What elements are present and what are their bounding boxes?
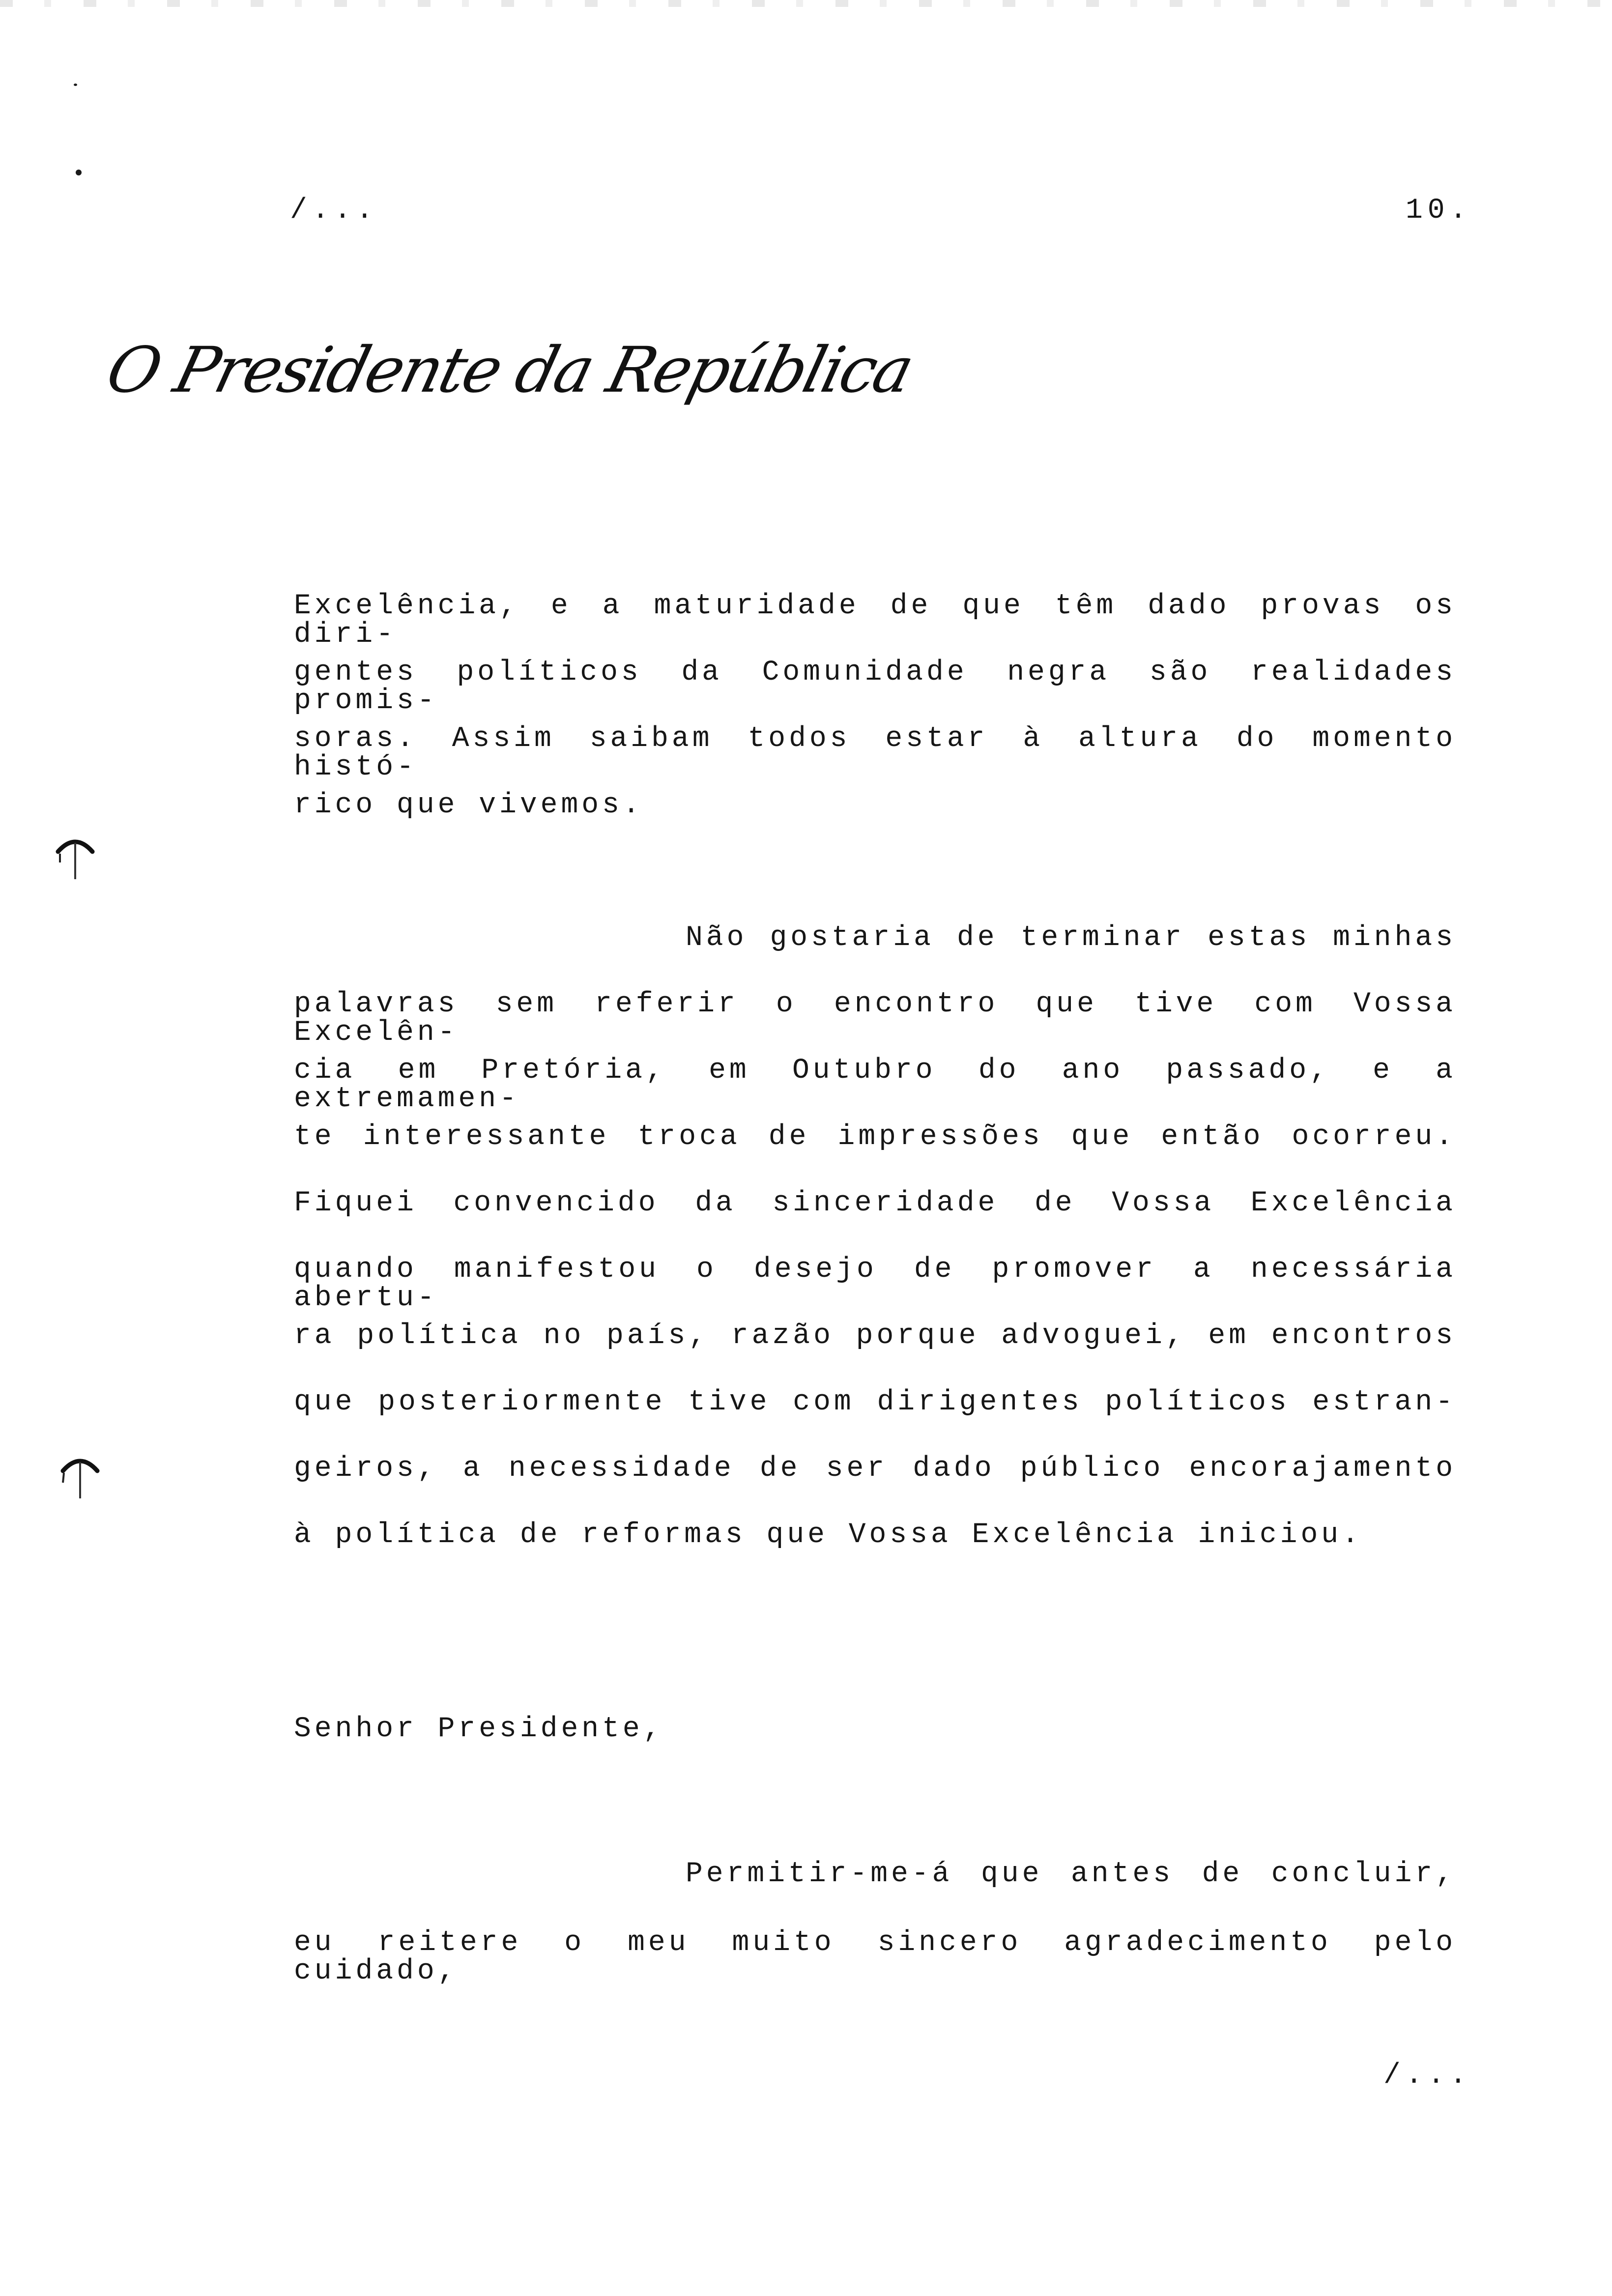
paragraph-line: à política de reformas que Vossa Excelência iniciou. — [294, 1519, 1362, 1551]
paragraph-line: Excelência, e a maturidade de que têm dado provas os diri- — [294, 590, 1456, 651]
paragraph-line: ra política no país, razão porque advoguei, em encontros — [294, 1320, 1456, 1352]
paragraph-line: geiros, a necessidade de ser dado público encorajamento — [294, 1453, 1456, 1485]
salutation: Senhor Presidente, — [294, 1713, 664, 1745]
continuation-marker-bottom: /... — [1383, 2060, 1472, 2092]
paragraph-line: gentes políticos da Comunidade negra são realidades promis- — [294, 657, 1456, 717]
paragraph-line: rico que vivemos. — [294, 789, 643, 821]
paragraph-line: te interessante troca de impressões que então ocorreu. — [294, 1121, 1456, 1153]
paragraph-line: Não gostaria de terminar estas minhas — [686, 922, 1456, 954]
margin-speck — [76, 170, 82, 175]
continuation-marker-top: /... — [290, 195, 378, 227]
paragraph-line: eu reitere o meu muito sincero agradecimento pelo cuidado, — [294, 1927, 1456, 1987]
scan-noise-strip — [0, 0, 1612, 7]
paragraph-line: Fiquei convencido da sinceridade de Vossa Excelência — [294, 1187, 1456, 1219]
punch-hole-mark — [58, 1447, 102, 1501]
paragraph-line: cia em Pretória, em Outubro do ano passado, e a extremamen- — [294, 1055, 1456, 1115]
paragraph-line: Permitir-me-á que antes de concluir, — [686, 1858, 1456, 1890]
paragraph-line: palavras sem referir o encontro que tive com Vossa Excelên- — [294, 988, 1456, 1049]
paragraph-line: que posteriormente tive com dirigentes políticos estran- — [294, 1386, 1456, 1418]
margin-speck — [74, 84, 77, 86]
page-number: 10. — [1406, 195, 1472, 227]
punch-hole-mark — [53, 828, 97, 882]
paragraph-line: soras. Assim saibam todos estar à altura do momento histó- — [294, 723, 1456, 783]
letterhead-title: O Presidente da República — [99, 334, 920, 407]
paragraph-line: quando manifestou o desejo de promover a necessária abertu- — [294, 1254, 1456, 1314]
